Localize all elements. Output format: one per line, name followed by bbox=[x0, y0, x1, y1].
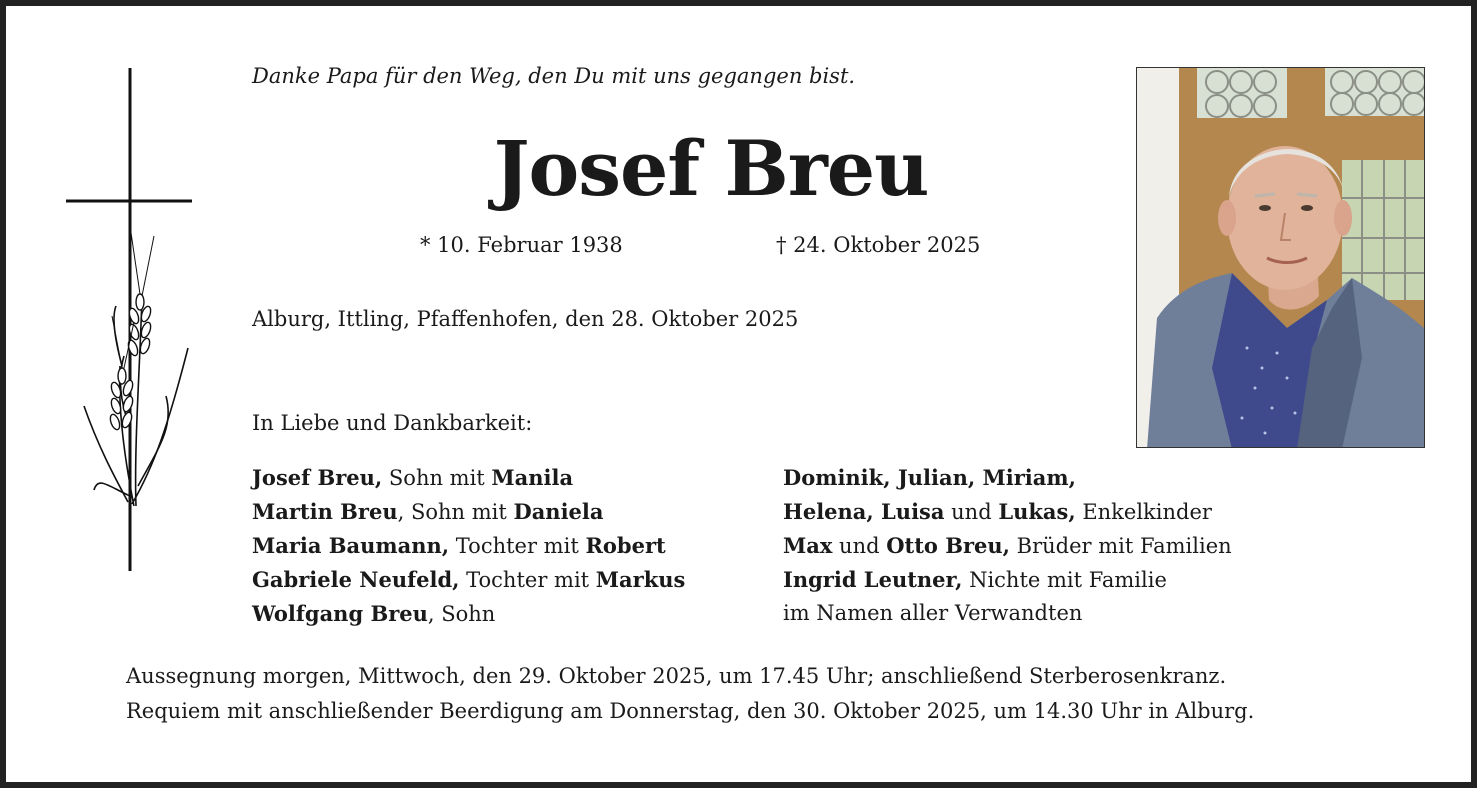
mourner-name: Max bbox=[783, 533, 833, 558]
mourners-intro: In Liebe und Dankbarkeit: bbox=[252, 411, 533, 435]
ceremony-info bbox=[126, 659, 1424, 729]
mourner-relation: Tochter mit bbox=[459, 568, 596, 592]
mourner-name: Wolfgang Breu bbox=[252, 601, 428, 626]
mourner-name: Josef Breu, bbox=[252, 465, 383, 490]
mourner-line bbox=[783, 461, 1232, 495]
birth-date: * 10. Februar 1938 bbox=[420, 233, 623, 257]
mourner-line bbox=[783, 563, 1232, 597]
mourner-name: Otto Breu, bbox=[886, 533, 1010, 558]
deceased-name: Josef Breu bbox=[493, 124, 929, 213]
mourner-line bbox=[252, 495, 685, 529]
cross-with-wheat-icon bbox=[64, 66, 194, 576]
dedication-quote: Danke Papa für den Weg, den Du mit uns gegangen bist. bbox=[252, 64, 856, 88]
mourner-relation: Nichte mit Familie bbox=[962, 568, 1167, 592]
mourner-line bbox=[252, 529, 685, 563]
death-date: † 24. Oktober 2025 bbox=[776, 233, 981, 257]
mourners-left-column bbox=[252, 461, 685, 631]
ceremony-line-aussegnung: Aussegnung morgen, Mittwoch, den 29. Oktober 2025, um 17.45 Uhr; anschließend Sterberosenkranz. bbox=[126, 664, 1227, 688]
mourner-name: Dominik, Julian, Miriam, bbox=[783, 465, 1076, 490]
mourner-line bbox=[783, 495, 1232, 529]
mourner-line bbox=[252, 563, 685, 597]
mourner-relation: und bbox=[944, 500, 999, 524]
mourner-relation: Enkelkinder bbox=[1075, 500, 1212, 524]
mourner-name: Helena, Luisa bbox=[783, 499, 945, 524]
portrait-photo bbox=[1136, 67, 1425, 448]
mourner-name: Markus bbox=[595, 567, 686, 592]
mourner-relation: Brüder mit Familien bbox=[1009, 534, 1232, 558]
mourner-name: Daniela bbox=[513, 499, 604, 524]
mourner-relation: und bbox=[832, 534, 887, 558]
mourner-name: Gabriele Neufeld, bbox=[252, 567, 460, 592]
mourner-name: Lukas, bbox=[998, 499, 1076, 524]
mourner-relation: Sohn mit bbox=[382, 466, 492, 490]
mourner-relation: , Sohn bbox=[427, 602, 496, 626]
mourner-name: Ingrid Leutner, bbox=[783, 567, 963, 592]
mourners-right-column bbox=[783, 461, 1232, 630]
mourner-name: Maria Baumann, bbox=[252, 533, 450, 558]
place-and-date: Alburg, Ittling, Pfaffenhofen, den 28. Oktober 2025 bbox=[252, 307, 799, 331]
mourner-name: Robert bbox=[585, 533, 666, 558]
mourner-name: Martin Breu bbox=[252, 499, 398, 524]
mourner-relation: im Namen aller Verwandten bbox=[783, 601, 1083, 625]
ceremony-line-requiem: Requiem mit anschließender Beerdigung am Donnerstag, den 30. Oktober 2025, um 14.30 Uhr in Alburg. bbox=[126, 699, 1255, 723]
mourner-line bbox=[783, 597, 1232, 630]
mourner-line bbox=[252, 597, 685, 631]
mourner-line bbox=[783, 529, 1232, 563]
mourner-relation: Tochter mit bbox=[449, 534, 586, 558]
mourner-line bbox=[252, 461, 685, 495]
mourner-name: Manila bbox=[491, 465, 574, 490]
mourner-relation: , Sohn mit bbox=[397, 500, 514, 524]
